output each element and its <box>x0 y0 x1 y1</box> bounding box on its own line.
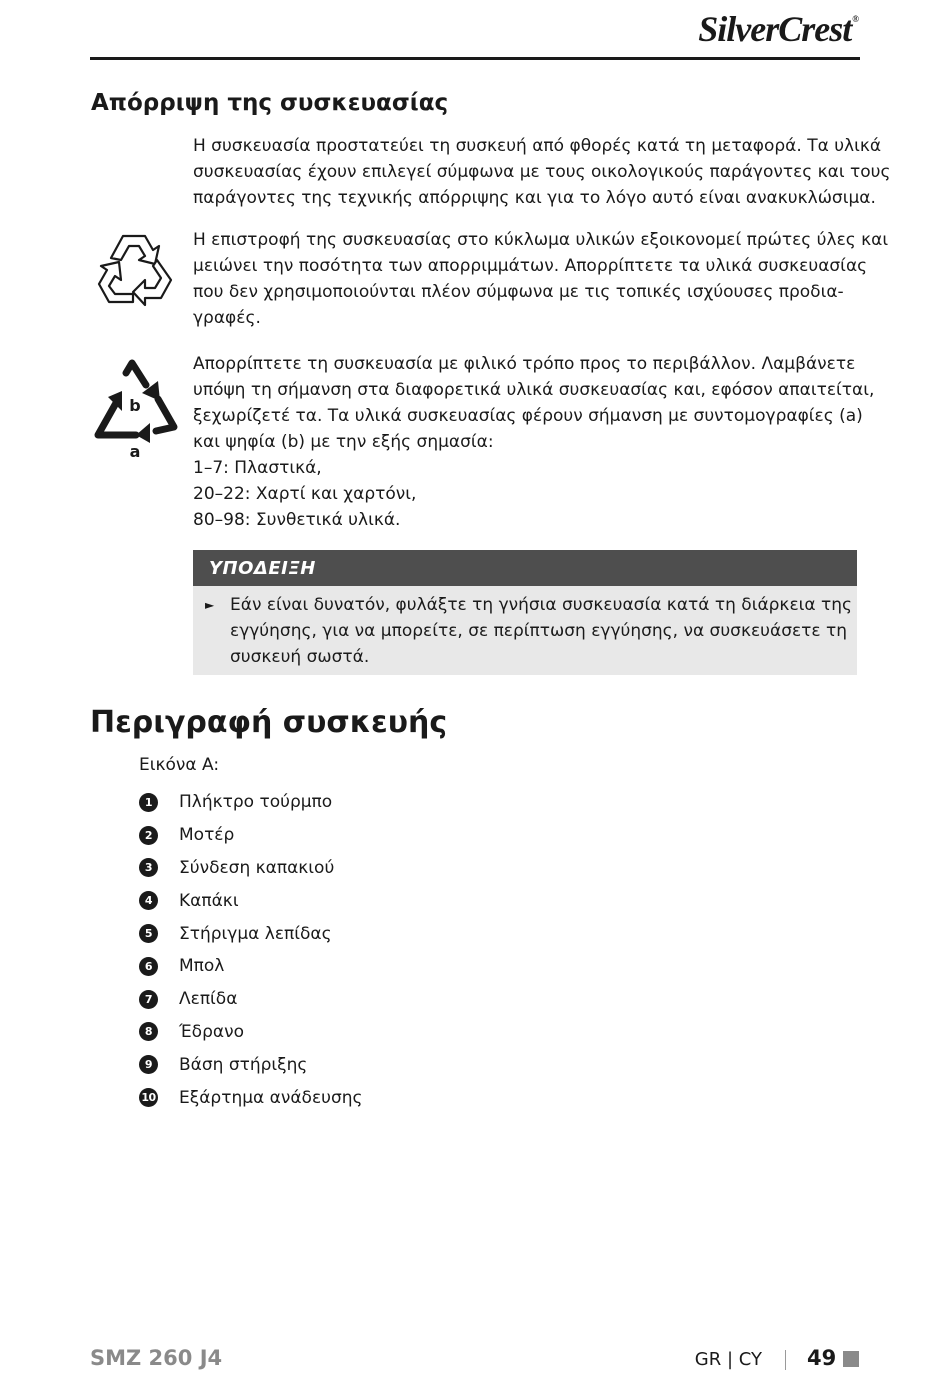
text-line: 20–22: Χαρτί και χαρτόνι, <box>193 484 417 504</box>
part-label: Πλήκτρο τούρμπο <box>179 792 333 813</box>
text-line: παράγοντες της τεχνικής απόρριψης και για το λόγο αυτό είναι ανακυκλώσιμα. <box>193 188 876 208</box>
page-number: 49 <box>807 1346 837 1370</box>
part-label: Μοτέρ <box>179 825 235 846</box>
part-label: Έδρανο <box>179 1021 244 1042</box>
part-label: Καπάκι <box>179 890 239 911</box>
part-label: Εξάρτημα ανάδευσης <box>179 1087 363 1108</box>
triangle-label-b: b <box>129 396 141 415</box>
footer-model: SMZ 260 J4 <box>90 1346 223 1370</box>
packaging-paragraph-1 <box>193 133 891 211</box>
footer-languages: GR | CY <box>694 1349 762 1370</box>
text-line: γραφές. <box>193 308 261 328</box>
note-line: Εάν είναι δυνατόν, φυλάξτε τη γνήσια συσκευασία κατά τη διάρκεια της <box>230 595 852 615</box>
note-line: εγγύησης, για να μπορείτε, σε περίπτωση εγγύησης, να συσκευάσετε τη <box>230 621 847 641</box>
part-item <box>139 786 363 819</box>
part-label: Λεπίδα <box>179 989 238 1010</box>
part-number-badge: 4 <box>139 891 158 910</box>
description-section-title: Περιγραφή συσκευής <box>90 705 448 740</box>
footer-square-marker <box>843 1351 859 1367</box>
text-line: συσκευασίας έχουν επιλεγεί σύμφωνα με τους οικολογικούς παράγοντες και τους <box>193 162 891 182</box>
part-number-badge: 6 <box>139 957 158 976</box>
figure-label: Εικόνα A: <box>139 755 220 775</box>
part-label: Στήριγμα λεπίδας <box>179 923 332 944</box>
part-item <box>139 1081 363 1114</box>
header-rule <box>90 57 860 60</box>
recycle-icon <box>93 228 179 310</box>
text-line: που δεν χρησιμοποιούνται πλέον σύμφωνα με τις τοπικές ισχύουσες προδια- <box>193 282 844 302</box>
note-box <box>193 550 857 675</box>
triangle-bullet-icon: ► <box>205 598 215 612</box>
text-line: ξεχωρίζετέ τα. Τα υλικά συσκευασίας φέρουν σήμανση με συντομογραφίες (a) <box>193 406 863 426</box>
part-label: Βάση στήριξης <box>179 1054 308 1075</box>
part-label: Μπολ <box>179 956 225 977</box>
part-number-badge: 2 <box>139 826 158 845</box>
part-item <box>139 1016 363 1049</box>
part-item <box>139 1048 363 1081</box>
note-line: συσκευή σωστά. <box>230 647 370 667</box>
parts-list <box>139 786 363 1114</box>
recycling-code-triangle-icon <box>88 353 184 463</box>
text-line: Απορρίπτετε τη συσκευασία με φιλικό τρόπο προς το περιβάλλον. Λαμβάνετε <box>193 354 856 374</box>
part-number-badge: 1 <box>139 793 158 812</box>
part-number-badge: 8 <box>139 1022 158 1041</box>
part-item <box>139 819 363 852</box>
text-line: Η συσκευασία προστατεύει τη συσκευή από φθορές κατά τη μεταφορά. Τα υλικά <box>193 136 882 156</box>
text-line: υπόψη τη σήμανση στα διαφορετικά υλικά συσκευασίας και, εφόσον απαιτείται, <box>193 380 875 400</box>
part-item <box>139 917 363 950</box>
text-line: Η επιστροφή της συσκευασίας στο κύκλωμα υλικών εξοικονομεί πρώτες ύλες και <box>193 230 889 250</box>
part-number-badge: 10 <box>139 1088 158 1107</box>
text-line: μειώνει την ποσότητα των απορριμμάτων. Απορρίπτετε τα υλικά συσκευασίας <box>193 256 868 276</box>
part-item <box>139 983 363 1016</box>
note-body <box>193 586 857 670</box>
brand-name: SilverCrest <box>698 9 852 49</box>
triangle-label-a: a <box>129 442 141 461</box>
footer-separator <box>785 1350 786 1370</box>
part-item <box>139 950 363 983</box>
brand-logo <box>698 8 858 50</box>
text-line: 1–7: Πλαστικά, <box>193 458 322 478</box>
note-title: ΥΠΟΔΕΙΞΗ <box>193 550 857 586</box>
text-line: 80–98: Συνθετικά υλικά. <box>193 510 401 530</box>
packaging-paragraph-3 <box>193 351 875 533</box>
registered-mark: ® <box>852 14 858 24</box>
part-label: Σύνδεση καπακιού <box>179 857 335 878</box>
text-line: και ψηφία (b) με την εξής σημασία: <box>193 432 494 452</box>
part-number-badge: 5 <box>139 924 158 943</box>
part-number-badge: 3 <box>139 858 158 877</box>
packaging-section-title: Απόρριψη της συσκευασίας <box>91 90 449 116</box>
packaging-paragraph-2 <box>193 227 889 331</box>
part-number-badge: 9 <box>139 1055 158 1074</box>
part-item <box>139 884 363 917</box>
part-item <box>139 852 363 885</box>
part-number-badge: 7 <box>139 990 158 1009</box>
